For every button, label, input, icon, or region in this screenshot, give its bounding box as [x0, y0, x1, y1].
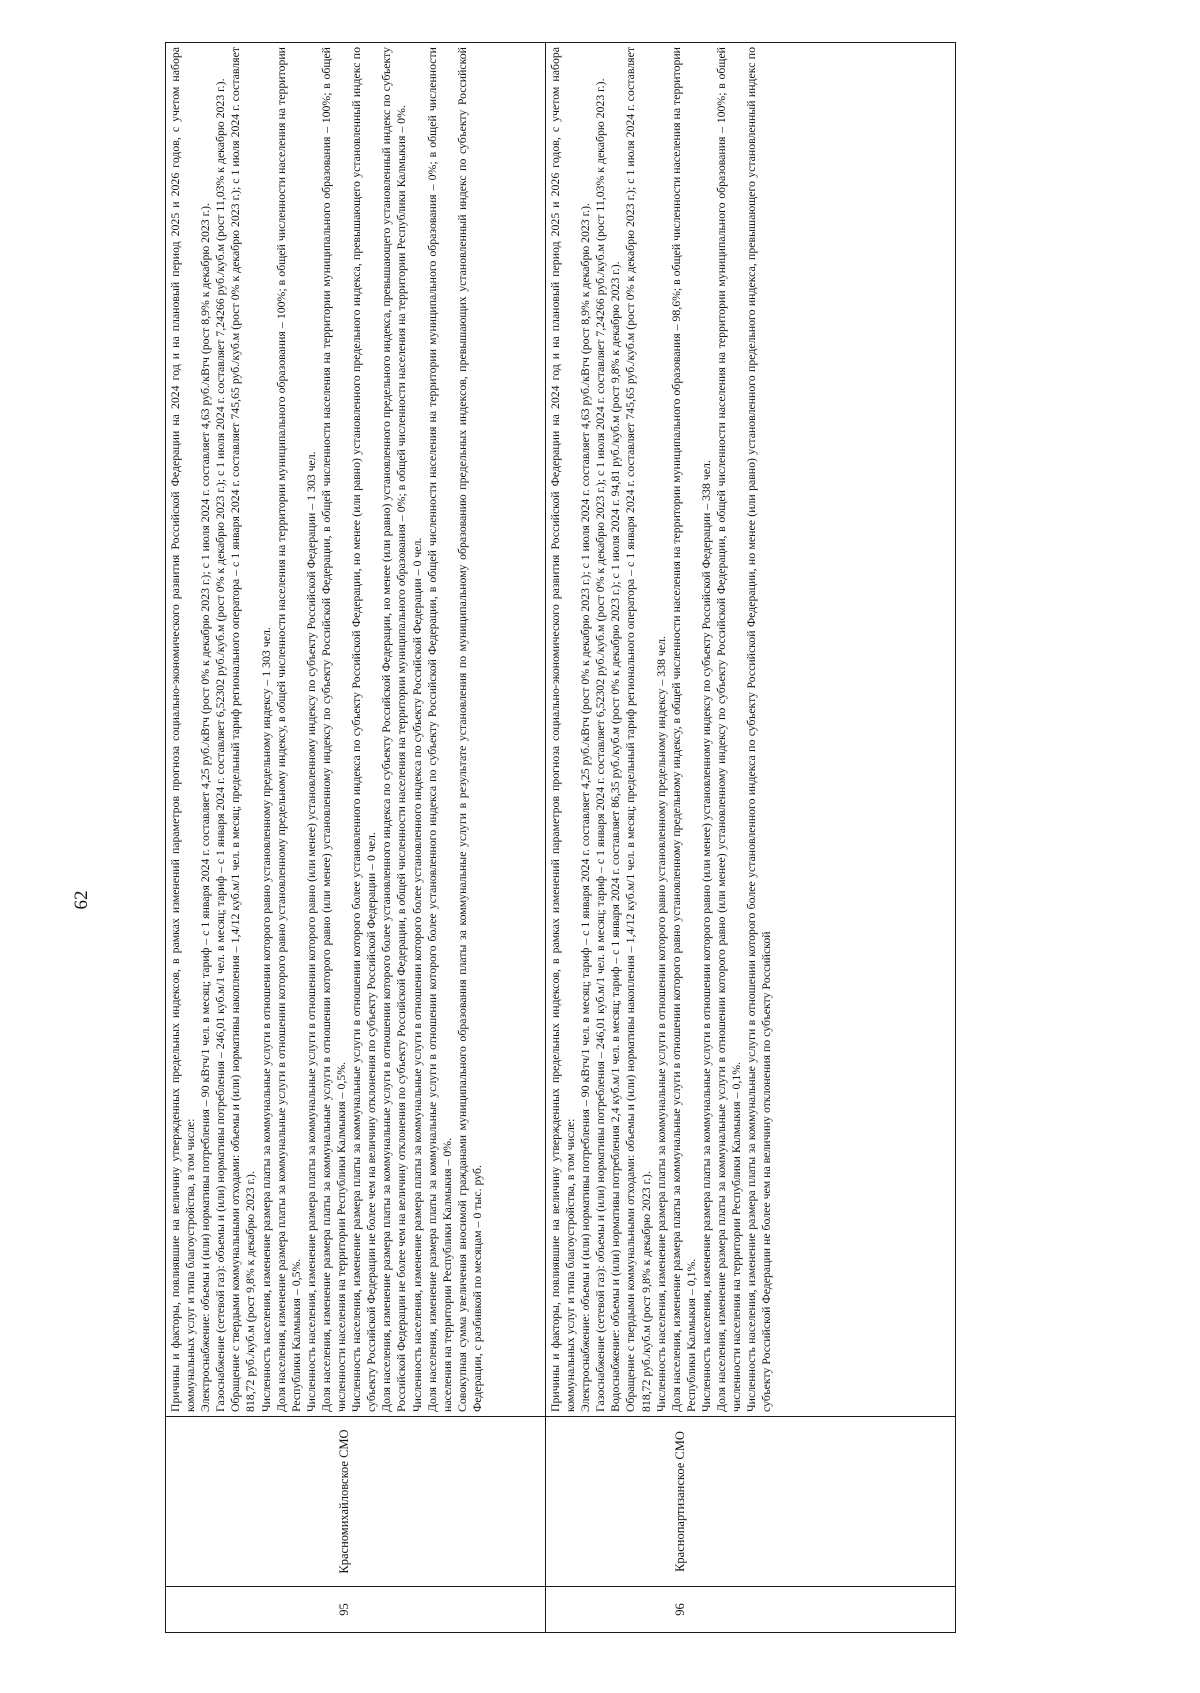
- description-paragraph: Водоснабжение: объемы и (или) нормативы потребления 2,4 куб.м/1 чел. в месяц; тариф – с 1 января 2024 г. составляет 86,35 руб./куб.м (рост 0% к декабрю 2023 г.); с 1 июля 2024 г. 94,81 руб./куб.м (рост 9,8% к декабрю 2023 г.).: [608, 261, 623, 1412]
- description-paragraph: Газоснабжение (сетевой газ): объемы и (или) нормативы потребления – 246,01 куб.м/1 чел. в месяц; тариф – с 1 января 2024 г. составляет 6,52302 руб./куб.м (рост 0% к декабрю 2023 г.); с 1 июля 2024 г. составляет 7,24266 руб./куб.м (рост 11,03% к декабрю 2023 г.).: [213, 78, 228, 1412]
- description-paragraph: Обращение с твердыми коммунальными отходами: объемы и (или) нормативы накопления – 1,4/12 куб.м/1 чел. в месяц; предельный тариф регионального оператора – с 1 января 2024 г. составляет 745,65 руб./куб.м (рост 0% к декабрю 2023 г.); с 1 июля 2024 г. составляет 818,72 руб./куб.м (рост 9,8% к декабрю 2023 г.).: [623, 47, 653, 1412]
- description-paragraph: Численность населения, изменение размера платы за коммунальные услуги в отношении которого равно установленному предельному индексу – 338 чел.: [653, 636, 668, 1412]
- description-paragraph: Обращение с твердыми коммунальными отходами: объемы и (или) нормативы накопления – 1,4/12 куб.м/1 чел. в месяц; предельный тариф регионального оператора – с 1 января 2024 г. составляет 745,65 руб./куб.м (рост 0% к декабрю 2023 г.); с 1 июля 2024 г. составляет 818,72 руб./куб.м (рост 9,8% к декабрю 2023 г.).: [228, 47, 258, 1412]
- description-paragraph: Доля населения, изменение размера платы за коммунальные услуги в отношении которого равно установленному предельному индексу, в общей численности населения на территории муниципального образования – 100%; в общей численности населения на территории Республики Калмыкия – 0,5%.: [273, 47, 303, 1412]
- municipality-name: Красномихайловское СМО: [337, 1429, 351, 1574]
- description-paragraph: Численность населения, изменение размера платы за коммунальные услуги в отношении которого равно (или менее) установленному индексу по субъекту Российской Федерации – 338 чел.: [698, 460, 713, 1412]
- row-number: 95: [337, 1603, 351, 1616]
- description-paragraph: Совокупная сумма увеличения вносимой гражданами муниципального образования платы за коммунальные услуги в результате установления по муниципальному образованию предельных индексов, превышающих установленный индекс по субъекту Российской Федерации, с разбивкой по месяцам – 0 тыс. руб.: [454, 47, 484, 1412]
- description-paragraph: Численность населения, изменение размера платы за коммунальные услуги в отношении которого равно (или менее) установленному индексу по субъекту Российской Федерации – 1 303 чел.: [303, 451, 318, 1412]
- description-paragraph: Доля населения, изменение размера платы за коммунальные услуги в отношении которого более установленного индекса по субъекту Российской Федерации, в общей численности населения на территории муниципального образования – 0%; в общей численности населения на территории Республики Калмыкия – 0%.: [424, 47, 454, 1412]
- municipality-name-cell: [546, 1417, 956, 1587]
- description-paragraph: Доля населения, изменение размера платы за коммунальные услуги в отношении которого равно установленному предельному индексу, в общей численности населения на территории муниципального образования – 98,6%; в общей численности населения на территории Республики Калмыкия – 0,1%.: [668, 47, 698, 1412]
- rotated-table-wrapper: [165, 43, 955, 1633]
- description-paragraph: Доля населения, изменение размера платы за коммунальные услуги в отношении которого равно (или менее) установленному индексу по субъекту Российской Федерации, в общей численности населения на территории муниципального образования – 100%; в общей численности населения на территории Республики Калмыкия – 0,5%.: [318, 47, 349, 1412]
- municipality-name-cell: [166, 1417, 546, 1587]
- description-paragraph: Электроснабжение: объемы и (или) нормативы потребления – 90 кВтч/1 чел. в месяц; тариф – с 1 января 2024 г. составляет 4,25 руб./кВтч (рост 0% к декабрю 2023 г.); с 1 июля 2024 г. составляет 4,63 руб./кВтч (рост 8,9% к декабрю 2023 г.).: [578, 203, 593, 1412]
- description-paragraph: Доля населения, изменение размера платы за коммунальные услуги в отношении которого равно (или менее) установленному индексу по субъекту Российской Федерации, в общей численности населения на территории муниципального образования – 100%; в общей численности населения на территории Республики Калмыкия – 0,1%.: [714, 47, 744, 1412]
- description-paragraph: Причины и факторы, повлиявшие на величину утвержденных предельных индексов, в рамках изменений параметров прогноза социально-экономического развития Российской Федерации на 2024 год и на плановый период 2025 и 2026 годов, с учетом набора коммунальных услуг и типа благоустройства, в том числе:: [548, 47, 578, 1412]
- page-number: 62: [71, 890, 92, 910]
- description-paragraph: Причины и факторы, повлиявшие на величину утвержденных предельных индексов, в рамках изменений параметров прогноза социально-экономического развития Российской Федерации на 2024 год и на плановый период 2025 и 2026 годов, с учетом набора коммунальных услуг и типа благоустройства, в том числе:: [168, 47, 198, 1412]
- description-paragraph: Численность населения, изменение размера платы за коммунальные услуги в отношении которого более установленного индекса по субъекту Российской Федерации, но менее (или равно) установленного предельного индекса, превышающего установленный индекс по субъекту Российской Федерации не более чем на величину отклонения по субъекту Российской: [744, 47, 774, 1412]
- description-paragraph: Электроснабжение: объемы и (или) нормативы потребления – 90 кВтч/1 чел. в месяц; тариф – с 1 января 2024 г. составляет 4,25 руб./кВтч (рост 0% к декабрю 2023 г.); с 1 июля 2024 г. составляет 4,63 руб./кВтч (рост 8,9% к декабрю 2023 г.).: [198, 203, 213, 1412]
- description-paragraph: Газоснабжение (сетевой газ): объемы и (или) нормативы потребления – 246,01 куб.м/1 чел. в месяц; тариф – с 1 января 2024 г. составляет 6,52302 руб./куб.м (рост 0% к декабрю 2023 г.); с 1 июля 2024 г. составляет 7,24266 руб./куб.м (рост 11,03% к декабрю 2023 г.).: [593, 78, 608, 1412]
- description-paragraph: Доля населения, изменение размера платы за коммунальные услуги в отношении которого более установленного индекса по субъекту Российской Федерации, но менее (или равно) установленного предельного индекса, превышающего установленный индекс по субъекту Российской Федерации не более чем на величину отклонения по субъекту Российской Федерации, в общей численности населения на территории муниципального образования – 0%; в общей численности населения на территории Республики Калмыкия – 0%.: [379, 47, 409, 1412]
- description-paragraph: Численность населения, изменение размера платы за коммунальные услуги в отношении которого равно установленному предельному индексу – 1 303 чел.: [258, 627, 273, 1412]
- municipality-name: Краснопартизанское СМО: [673, 1431, 687, 1572]
- row-number-cell: [166, 1587, 546, 1633]
- description-cell: [546, 43, 956, 1417]
- main-table: [165, 42, 956, 1633]
- row-number-cell: [546, 1587, 956, 1633]
- table-row: [546, 43, 956, 1633]
- table-row: [166, 43, 546, 1633]
- row-number: 96: [673, 1603, 687, 1616]
- description-paragraph: Численность населения, изменение размера платы за коммунальные услуги в отношении которого более установленного индекса по субъекту Российской Федерации, но менее (или равно) установленного предельного индекса, превышающего установленный индекс по субъекту Российской Федерации не более чем на величину отклонения по субъекту Российской Федерации – 0 чел.: [349, 47, 379, 1412]
- description-paragraph: Численность населения, изменение размера платы за коммунальные услуги в отношении которого более установленного индекса по субъекту Российской Федерации – 0 чел.: [409, 537, 424, 1412]
- description-cell: [166, 43, 546, 1417]
